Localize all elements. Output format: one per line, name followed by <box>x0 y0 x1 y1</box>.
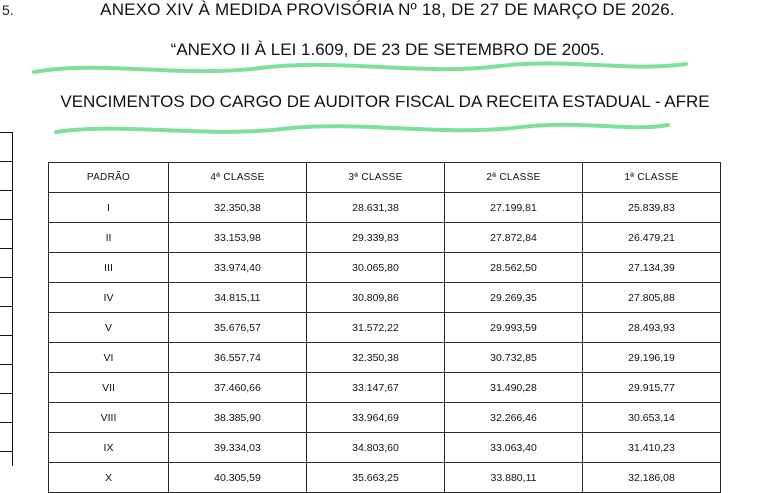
table-header-row <box>49 163 721 193</box>
subtitle-anexo-ii: “ANEXO II À LEI 1.609, DE 23 DE SETEMBRO DE 2005. <box>170 40 605 59</box>
cell-4a-classe: 34.815,11 <box>169 283 307 313</box>
cell-3a-classe: 34.803,60 <box>307 433 445 463</box>
cell-2a-classe: 30.732,85 <box>445 343 583 373</box>
cell-1a-classe: 28.493,93 <box>583 313 721 343</box>
cell-padrao: II <box>49 223 169 253</box>
cell-2a-classe: 28.562,50 <box>445 253 583 283</box>
table-caption: VENCIMENTOS DO CARGO DE AUDITOR FISCAL DA RECEITA ESTADUAL - AFRE <box>60 92 710 111</box>
cell-padrao: I <box>49 193 169 223</box>
cell-4a-classe: 33.974,40 <box>169 253 307 283</box>
table-row <box>49 403 721 433</box>
cell-2a-classe: 29.993,59 <box>445 313 583 343</box>
cell-padrao: VI <box>49 343 169 373</box>
cell-3a-classe: 33.147,67 <box>307 373 445 403</box>
cell-4a-classe: 39.334,03 <box>169 433 307 463</box>
cell-1a-classe: 32.186,08 <box>583 463 721 493</box>
cell-1a-classe: 30.653,14 <box>583 403 721 433</box>
cell-padrao: V <box>49 313 169 343</box>
column-header-2a-classe: 2ª CLASSE <box>445 163 583 193</box>
cell-3a-classe: 35.663,25 <box>307 463 445 493</box>
table-row <box>49 373 721 403</box>
table-row <box>49 343 721 373</box>
cell-1a-classe: 26.479,21 <box>583 223 721 253</box>
cell-4a-classe: 33.153,98 <box>169 223 307 253</box>
column-header-1a-classe: 1ª CLASSE <box>583 163 721 193</box>
vencimentos-table <box>48 162 721 493</box>
cell-1a-classe: 29.915,77 <box>583 373 721 403</box>
column-header-3a-classe: 3ª CLASSE <box>307 163 445 193</box>
cell-2a-classe: 27.199,81 <box>445 193 583 223</box>
cell-2a-classe: 27.872,84 <box>445 223 583 253</box>
cell-padrao: VII <box>49 373 169 403</box>
cell-4a-classe: 32.350,38 <box>169 193 307 223</box>
cell-4a-classe: 37.460,66 <box>169 373 307 403</box>
column-header-padrao: PADRÃO <box>49 163 169 193</box>
cell-1a-classe: 29.196,19 <box>583 343 721 373</box>
cell-padrao: X <box>49 463 169 493</box>
cell-3a-classe: 28.631,38 <box>307 193 445 223</box>
cell-2a-classe: 33.063,40 <box>445 433 583 463</box>
highlight-squiggle-upper <box>30 56 690 84</box>
table-row <box>49 193 721 223</box>
table-row <box>49 313 721 343</box>
cell-4a-classe: 36.557,74 <box>169 343 307 373</box>
cell-3a-classe: 30.809,86 <box>307 283 445 313</box>
table-row <box>49 463 721 493</box>
cell-3a-classe: 31.572,22 <box>307 313 445 343</box>
cell-1a-classe: 31.410,23 <box>583 433 721 463</box>
cell-3a-classe: 29.339,83 <box>307 223 445 253</box>
highlight-squiggle-lower <box>52 118 672 144</box>
cell-padrao: VIII <box>49 403 169 433</box>
cell-1a-classe: 27.805,88 <box>583 283 721 313</box>
cell-2a-classe: 32.266,46 <box>445 403 583 433</box>
cell-padrao: IX <box>49 433 169 463</box>
cell-1a-classe: 25.839,83 <box>583 193 721 223</box>
cell-4a-classe: 38.385,90 <box>169 403 307 433</box>
cell-padrao: IV <box>49 283 169 313</box>
table-row <box>49 223 721 253</box>
page-title-anexo-xiv: ANEXO XIV À MEDIDA PROVISÓRIA Nº 18, DE 27 DE MARÇO DE 2026. <box>100 0 675 19</box>
table-row <box>49 433 721 463</box>
cell-2a-classe: 31.490,28 <box>445 373 583 403</box>
cell-2a-classe: 29.269,35 <box>445 283 583 313</box>
cell-3a-classe: 33.964,69 <box>307 403 445 433</box>
cell-3a-classe: 32.350,38 <box>307 343 445 373</box>
line-marker: 5. <box>2 2 14 18</box>
cell-1a-classe: 27.134,39 <box>583 253 721 283</box>
vencimentos-table-container <box>48 162 720 493</box>
table-row <box>49 283 721 313</box>
cell-3a-classe: 30.065,80 <box>307 253 445 283</box>
table-row <box>49 253 721 283</box>
cell-2a-classe: 33.880,11 <box>445 463 583 493</box>
cell-4a-classe: 35.676,57 <box>169 313 307 343</box>
cell-4a-classe: 40.305,59 <box>169 463 307 493</box>
column-header-4a-classe: 4ª CLASSE <box>169 163 307 193</box>
cell-padrao: III <box>49 253 169 283</box>
